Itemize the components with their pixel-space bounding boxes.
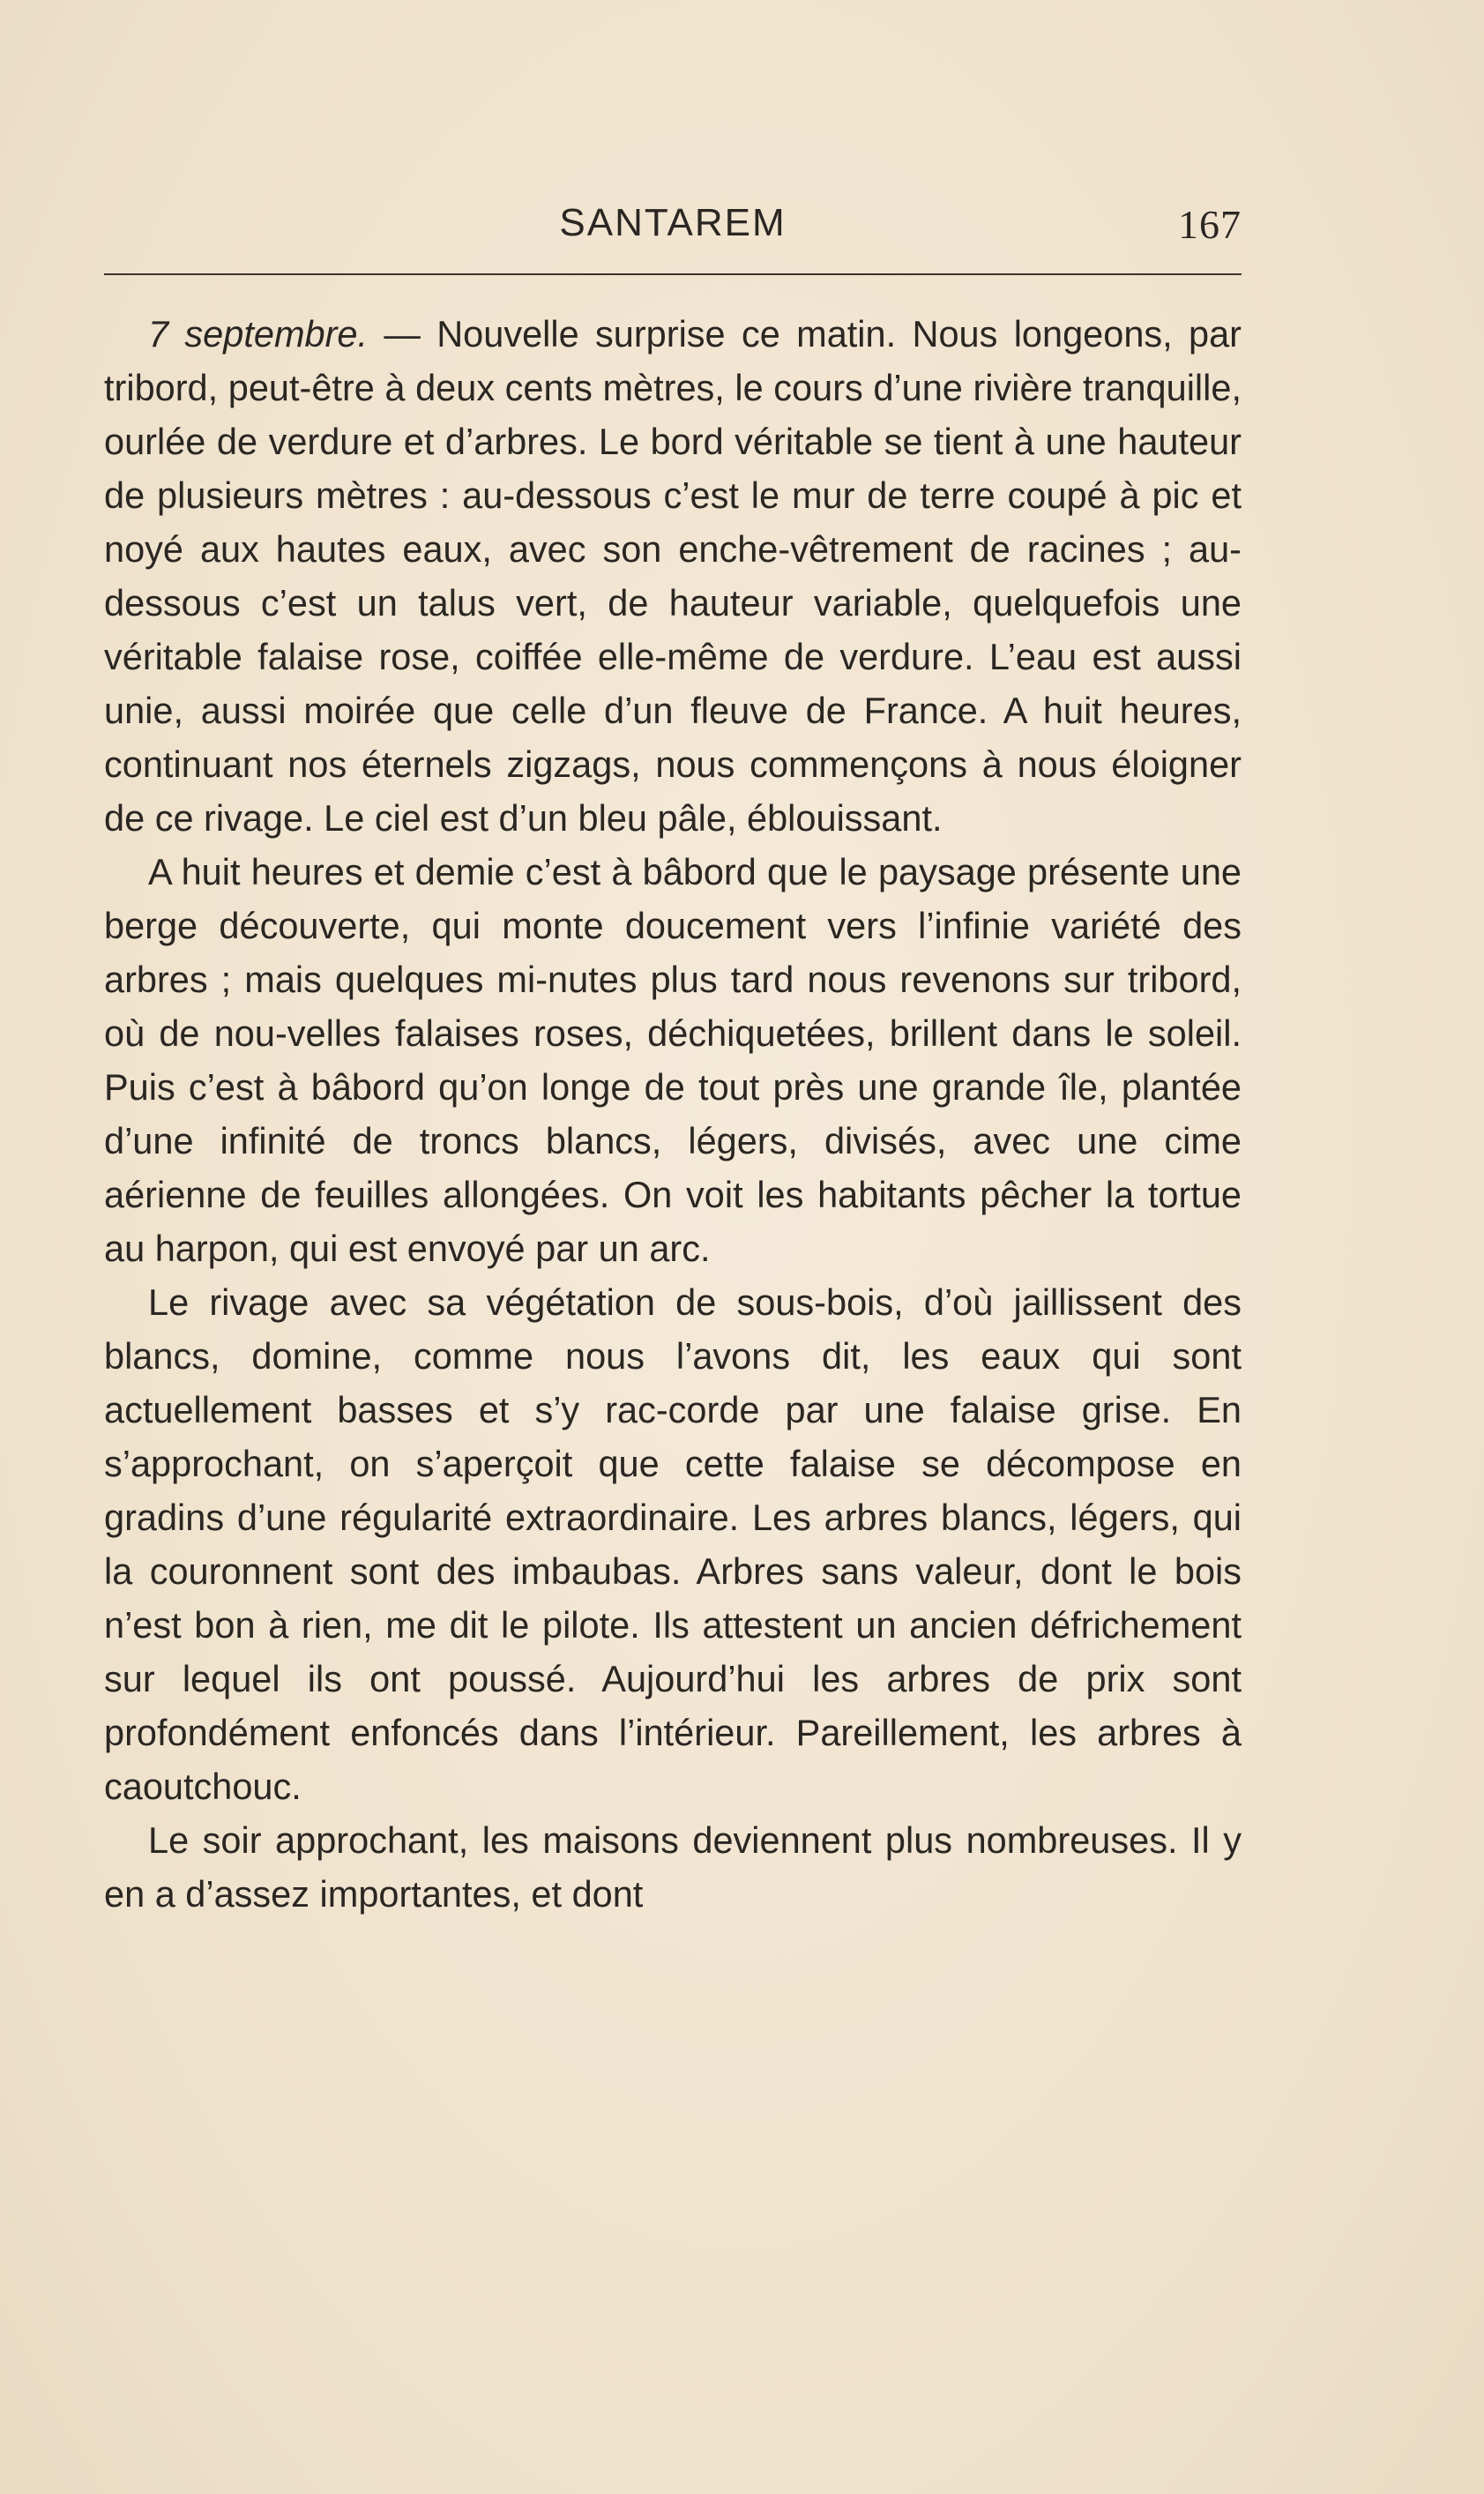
page-number: 167: [1178, 202, 1242, 247]
header-rule: [104, 273, 1242, 275]
entry-date: 7 septembre.: [148, 313, 369, 355]
paragraph-1-text: — Nouvelle surprise ce matin. Nous longeons, par tribord, peut-être à deux cents mètres, le cours d’une rivière tranquille, ourlée de verdure et d’arbres. Le bord véritable se tient à une hauteur de plusieurs mètres : au-dessous c’est le mur de terre coupé à pic et noyé aux hautes eaux, avec son enche-vêtrement de racines ; au-dessous c’est un talus vert, de hauteur variable, quelquefois une véritable falaise rose, coiffée elle-même de verdure. L’eau est aussi unie, aussi moirée que celle d’un fleuve de France. A huit heures, continuant nos éternels zigzags, nous commençons à nous éloigner de ce rivage. Le ciel est d’un bleu pâle, éblouissant.: [104, 313, 1242, 839]
paragraph-1: [104, 307, 1242, 845]
paragraph-4: Le soir approchant, les maisons deviennent plus nombreuses. Il y en a d’assez importantes, et dont: [104, 1819, 1242, 1915]
running-title: SANTAREM: [559, 201, 787, 244]
body-text: [104, 307, 1242, 1921]
paragraph-2: A huit heures et demie c’est à bâbord que le paysage présente une berge découverte, qui monte doucement vers l’infinie variété des arbres ; mais quelques mi-nutes plus tard nous revenons sur tribord, où de nou-velles falaises roses, déchiquetées, brillent dans le soleil. Puis c’est à bâbord qu’on longe de tout près une grande île, plantée d’une infinité de troncs blancs, légers, divisés, avec une cime aérienne de feuilles allongées. On voit les habitants pêcher la tortue au harpon, qui est envoyé par un arc.: [104, 851, 1242, 1269]
paragraph-3: Le rivage avec sa végétation de sous-bois, d’où jaillissent des blancs, domine, comme nous l’avons dit, les eaux qui sont actuellement basses et s’y rac-corde par une falaise grise. En s’approchant, on s’aperçoit que cette falaise se décompose en gradins d’une régularité extraordinaire. Les arbres blancs, légers, qui la couronnent sont des imbaubas. Arbres sans valeur, dont le bois n’est bon à rien, me dit le pilote. Ils attestent un ancien défrichement sur lequel ils ont poussé. Aujourd’hui les arbres de prix sont profondément enfoncés dans l’intérieur. Pareillement, les arbres à caoutchouc.: [104, 1281, 1242, 1807]
running-head: [104, 196, 1242, 250]
